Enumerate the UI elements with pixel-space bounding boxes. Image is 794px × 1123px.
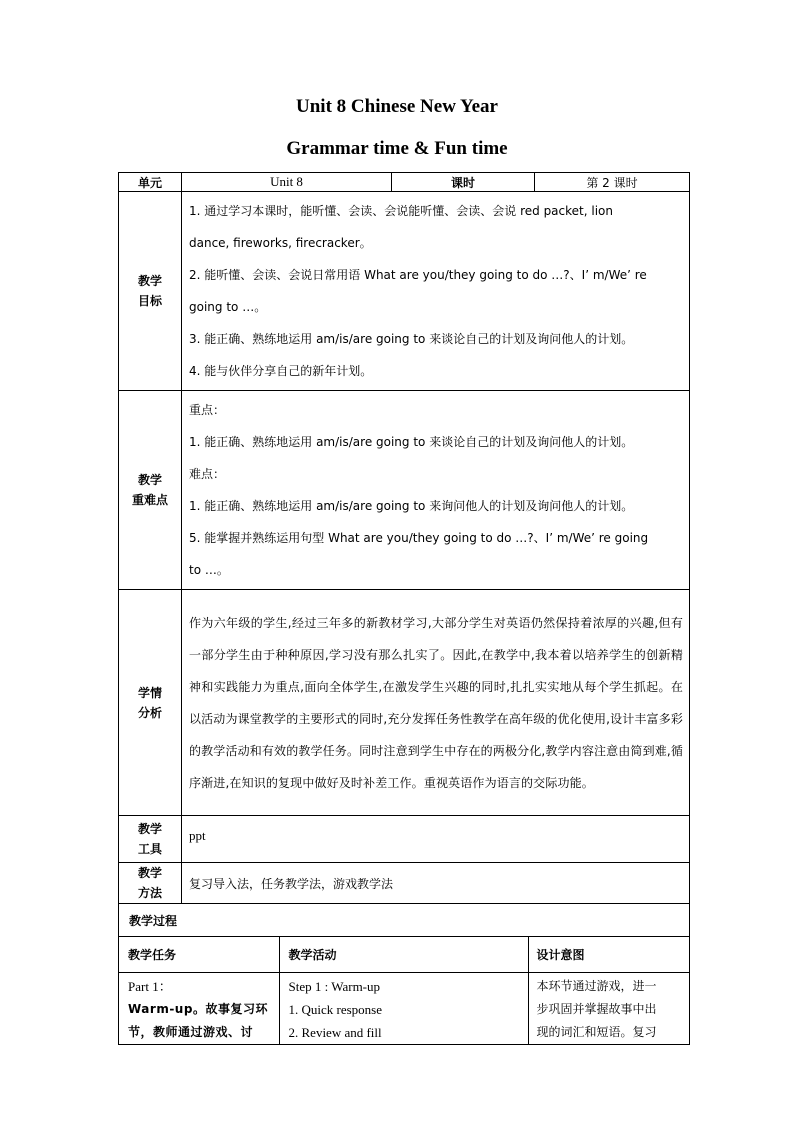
activity-line: Step 1 : Warm-up <box>288 978 381 994</box>
process-header-row <box>119 937 690 972</box>
objectives-label-line2: 目标 <box>137 294 162 308</box>
period-value: 第 2 课时 <box>535 173 690 192</box>
objective-line: 2. 能听懂、会读、会说日常用语 What are you/they going to do …?、I’ m/We’ re <box>189 268 647 282</box>
analysis-row <box>119 590 690 816</box>
key-point-line: 1. 能正确、熟练地运用 am/is/are going to 来谈论自己的计划及询问他人的计划。 <box>189 435 634 449</box>
tools-label <box>119 816 182 863</box>
activity-line: 2. Review and fill <box>288 1024 382 1040</box>
objective-line: 4. 能与伙伴分享自己的新年计划。 <box>189 364 373 378</box>
document-title: Unit 8 Chinese New Year <box>296 96 498 117</box>
process-heading-row <box>119 904 690 937</box>
objectives-row <box>119 192 690 391</box>
tools-row <box>119 816 690 863</box>
process-step-row <box>119 972 690 1044</box>
key-point-line: 重点： <box>189 403 226 417</box>
key-points-content <box>182 391 690 590</box>
lesson-plan-table <box>118 172 690 1045</box>
intent-line: 步巩固并掌握故事中出 <box>536 1001 657 1016</box>
methods-label <box>119 863 182 904</box>
methods-content <box>182 863 690 904</box>
intent-cell <box>528 972 690 1044</box>
methods-label-line2: 方法 <box>137 886 162 900</box>
unit-label: 单元 <box>119 173 182 192</box>
objectives-label-line1: 教学 <box>137 274 162 288</box>
objective-line: going to …。 <box>189 300 267 314</box>
period-label: 课时 <box>392 173 535 192</box>
activity-cell <box>279 972 528 1044</box>
task-line: 节，教师通过游戏、讨 <box>128 1024 254 1039</box>
tools-label-line1: 教学 <box>137 822 162 836</box>
objectives-label <box>119 192 182 391</box>
analysis-label-line2: 分析 <box>137 705 162 720</box>
task-line: Warm-up。故事复习环 <box>128 1001 268 1016</box>
key-points-row <box>119 391 690 590</box>
task-line: Part 1： <box>128 978 172 994</box>
key-points-label-line2: 重难点 <box>131 493 168 507</box>
methods-value: 复习导入法，任务教学法，游戏教学法 <box>189 876 394 891</box>
intent-line: 现的词汇和短语。复习 <box>536 1024 657 1039</box>
intent-line: 本环节通过游戏，进一 <box>536 978 657 993</box>
objective-line: 1. 通过学习本课时，能听懂、会读、会说能听懂、会读、会说 red packet, lion <box>189 204 613 218</box>
unit-value: Unit 8 <box>182 173 392 192</box>
analysis-label-line1: 学情 <box>137 685 162 700</box>
methods-row <box>119 863 690 904</box>
tools-content <box>182 816 690 863</box>
key-point-line: 1. 能正确、熟练地运用 am/is/are going to 来询问他人的计划及询问他人的计划。 <box>189 499 634 513</box>
task-cell <box>119 972 279 1044</box>
analysis-content <box>182 590 690 816</box>
unit-row <box>119 173 690 192</box>
methods-label-line1: 教学 <box>137 866 162 880</box>
col-intent-header: 设计意图 <box>528 937 690 972</box>
process-subtable-cell <box>119 937 690 1045</box>
document-subtitle: Grammar time & Fun time <box>286 138 508 159</box>
tools-value: ppt <box>189 828 206 843</box>
objective-line: 3. 能正确、熟练地运用 am/is/are going to 来谈论自己的计划及询问他人的计划。 <box>189 332 634 346</box>
analysis-text: 作为六年级的学生,经过三年多的新教材学习,大部分学生对英语仍然保持着浓厚的兴趣,但有一部分学生由于种种原因,学习没有那么扎实了。因此,在教学中,我本着以培养学生的创新精神和实践能力为重点,面向全体学生,在激发学生兴趣的同时,扎扎实实地从每个学生抓起。在以活动为课堂教学的主要形式的同时,充分发挥任务性教学在高年级的优化使用,设计丰富多彩的教学活动和有效的教学任务。同时注意到学生中存在的两极分化,教学内容注意由简到难,循序渐进,在知识的复现中做好及时补差工作。重视英语作为语言的交际功能。 <box>189 615 683 790</box>
key-points-label <box>119 391 182 590</box>
process-subtable <box>119 937 690 1044</box>
key-point-line: 难点： <box>189 467 226 481</box>
analysis-label <box>119 590 182 816</box>
key-points-label-line1: 教学 <box>137 473 162 487</box>
tools-label-line2: 工具 <box>137 842 162 856</box>
col-activity-header: 教学活动 <box>279 937 528 972</box>
activity-line: 1. Quick response <box>288 1001 383 1017</box>
key-point-line: 5. 能掌握并熟练运用句型 What are you/they going to do …?、I’ m/We’ re going <box>189 531 649 545</box>
col-task-header: 教学任务 <box>119 937 279 972</box>
process-heading: 教学过程 <box>119 904 690 937</box>
key-point-line: to …。 <box>189 563 229 577</box>
objective-line: dance, fireworks, firecracker。 <box>189 236 372 250</box>
objectives-content <box>182 192 690 391</box>
